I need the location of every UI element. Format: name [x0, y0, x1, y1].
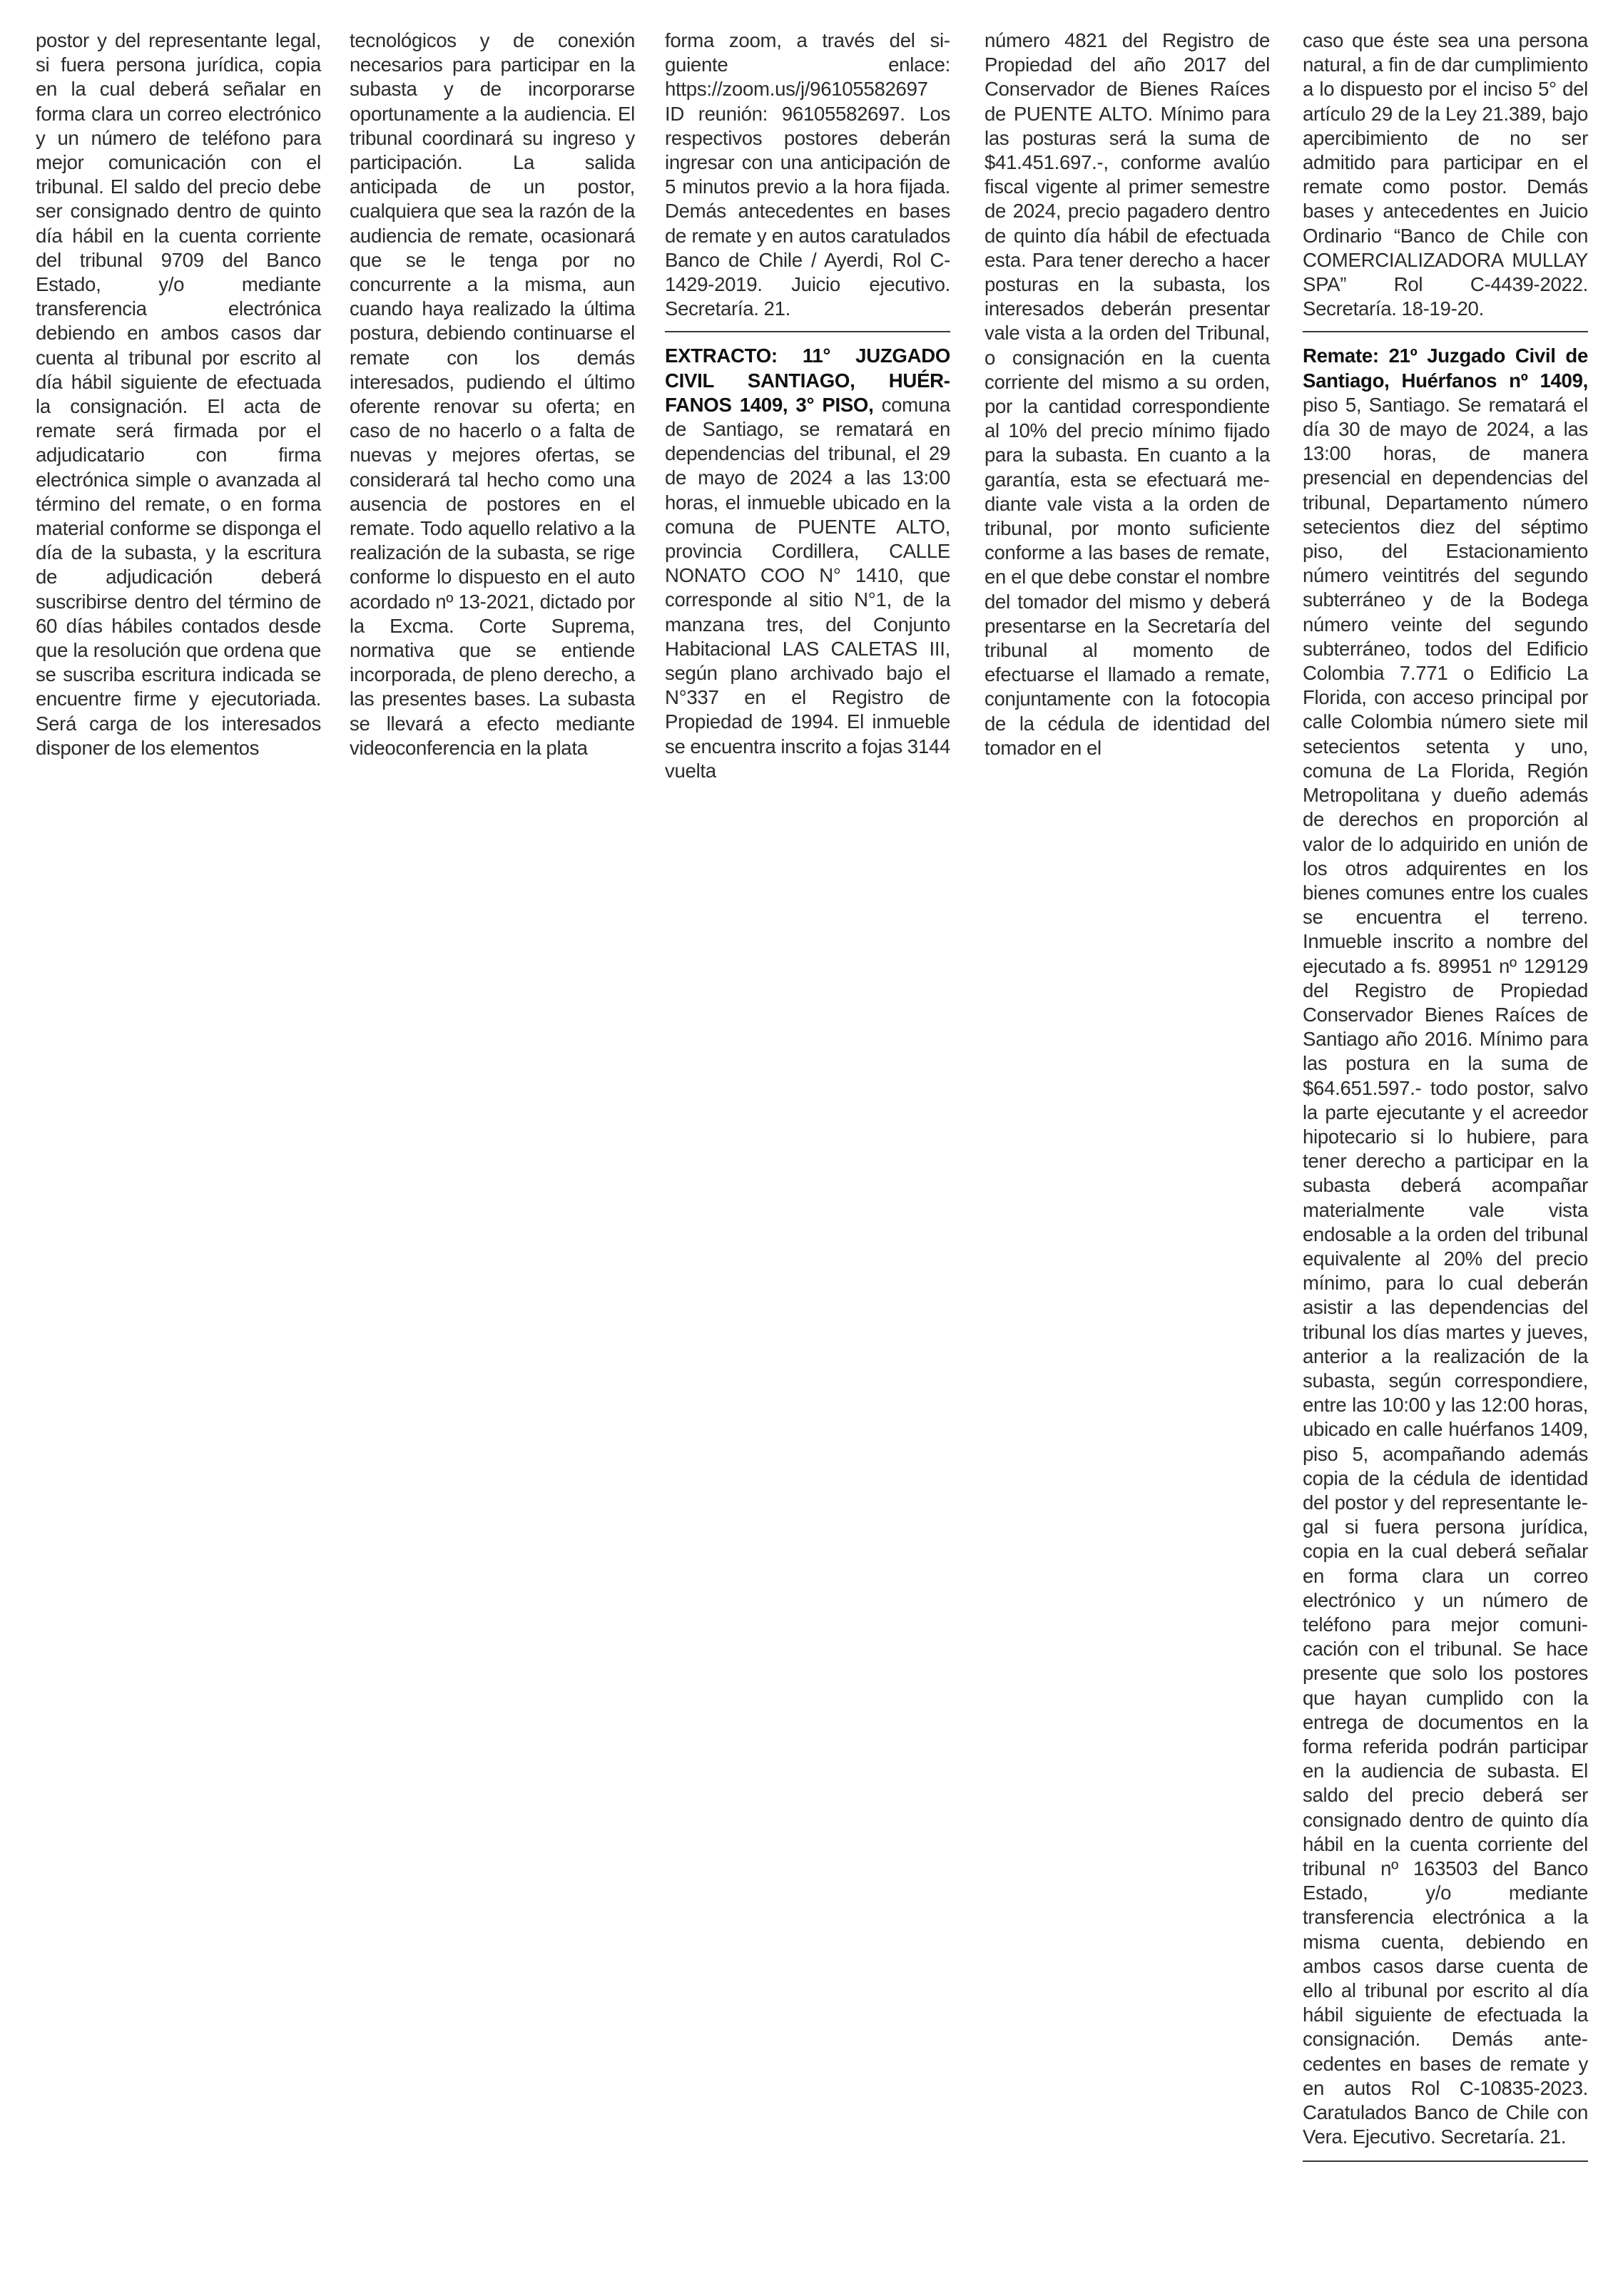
notice-separator — [665, 331, 950, 332]
notice-heading: Remate: 21º Juzgado Civil de Santiago, Huérfanos nº 1409, — [1303, 345, 1588, 392]
notice-body: número 4821 del Registro de Propiedad del año 2017 del Conservador de Bienes Raíces de PUENTE ALTO. Mínimo para las posturas será la suma de $41.451.697.-, conforme avalúo fiscal vigente al primer semestre de 2024, precio pagadero dentro de quinto día hábil de efectuada esta. Para tener derecho a hacer posturas en la subasta, los interesados deberán presentar vale vista a la orden del Tribunal, o consignación en la cuenta corriente del mismo a su orden, por la cantidad correspondiente al 10% del precio mínimo fijado para la subasta. En cuanto a la garantía, esta se efectuará mediante vale vista a la orden de tribunal, por monto suficiente conforme a las bases de remate, en el que debe constar el nombre del tomador del mismo y deberá presentarse en la Secretaría del tribunal al momento de efectuarse el llamado a remate, conjuntamente con la fotocopia de la cédula de identidad del tomador en el — [984, 29, 1270, 759]
text-column-4 — [984, 29, 1270, 760]
notice-continuation — [665, 29, 950, 321]
notice-remate-21-juzgado — [1303, 344, 1588, 2149]
text-column-5 — [1303, 29, 1588, 2162]
notice-body: caso que éste sea una persona natural, a fin de dar cumplimiento a lo dispuesto por el inciso 5° del artículo 29 de la Ley 21.389, bajo apercibimiento de no ser admitido para participar en el remate como postor. Demás bases y antecedentes en Juicio Ordinario “Banco de Chile con COMERCIALIZADORA MULLAY SPA” Rol C-4439-2022. Secretaría. 18-19-20. — [1303, 29, 1588, 320]
notice-body: tecnológicos y de conexión necesarios para participar en la subasta y de incorporarse oportunamente a la audiencia. El tribunal coordinará su ingreso y participación. La salida anticipada de un postor, cualquiera que sea la razón de la audiencia de remate, ocasionará que se le tenga por no concurrente a la misma, aun cuando haya realizado la última postura, debiendo continuarse el remate con los demás interesados, pudiendo el último oferente renovar su oferta; en caso de no hacerlo o a falta de nuevas y mejores ofertas, se considerará tal hecho como una ausencia de postores en el remate. Todo aquello relativo a la realización de la subasta, se rige conforme lo dispuesto en el auto acordado nº 13-2021, dictado por la Excma. Corte Suprema, normativa que se entiende incorporada, de pleno derecho, a las presentes bases. La subasta se llevará a efecto mediante videoconferencia en la plata — [350, 29, 635, 759]
notice-continuation — [1303, 29, 1588, 321]
notice-continuation — [350, 29, 635, 760]
notice-body: forma zoom, a través del siguiente enlace: https://zoom.us/j/96105582697 ID reunión: 96105582697. Los respectivos postores deberán ingresar con una anticipación de 5 minutos previo a la hora fijada. Demás antecedentes en bases de remate y en autos caratulados Banco de Chile / Ayerdi, Rol C-1429-2019. Juicio ejecutivo. Secretaría. 21. — [665, 29, 950, 320]
notice-continuation — [36, 29, 321, 760]
notice-separator — [1303, 331, 1588, 332]
notice-body: postor y del representante legal, si fuera persona jurídica, copia en la cual deberá señalar en forma clara un correo electrónico y un número de teléfono para mejor comunicación con el tribunal. El saldo del precio debe ser consignado dentro de quinto día hábil en la cuenta corriente del tribunal 9709 del Banco Estado, y/o mediante transferencia electrónica debiendo en ambos casos dar cuenta al tribunal por escrito al día hábil siguiente de efectuada la consignación. El acta de remate será firmada por el adjudicatario con firma electrónica simple o avanzada al término del remate, o en forma material conforme se disponga el día de la subasta, y la escritura de adjudicación deberá suscribirse dentro del término de 60 días hábiles contados desde que la resolución que ordena que se suscriba escritura indicada se encuentre firme y ejecutoriada. Será carga de los interesados disponer de los elementos — [36, 29, 321, 759]
end-rule — [1303, 2160, 1588, 2162]
notice-body: piso 5, Santiago. Se rematará el día 30 de mayo de 2024, a las 13:00 horas, de manera presencial en dependencias del tribunal, Departamento número setecientos diez del séptimo piso, del Estacionamiento número veintitrés del segundo subterráneo y de la Bodega número veinte del segundo subterráneo, todos del Edificio Colombia 7.771 o Edificio La Florida, con acceso principal por calle Colombia número siete mil setecientos setenta y uno, comuna de La Florida, Región Metropolitana y dueño además de derechos en proporción al valor de lo adquirido en unión de los otros adquirentes en los bienes comunes entre los cuales se encuentra el terreno. Inmueble inscrito a nombre del ejecutado a fs. 89951 nº 129129 del Registro de Propiedad Conservador Bienes Raíces de Santiago año 2016. Mínimo para las postura en la suma de $64.651.597.- todo postor, salvo la parte ejecutante y el acreedor hipotecario si lo hubiere, para tener derecho a participar en la subasta deberá acompañar materialmente vale vista endosable a la orden del tribunal equivalente al 20% del precio mínimo, para lo cual deberán asistir a las dependencias del tribunal los días martes y jueves, anterior a la realización de la subasta, según correspondiere, entre las 10:00 y las 12:00 horas, ubicado en calle huérfanos 1409, piso 5, acompañando además copia de la cédula de identidad del postor y del representante legal si fuera persona jurídica, copia en la cual deberá señalar en forma clara un correo electrónico y un número de teléfono para mejor comunicación con el tribunal. Se hace presente que solo los postores que hayan cumplido con la entrega de documentos en la forma referida podrán participar en la audiencia de subasta. El saldo del precio deberá ser consignado dentro de quinto día hábil en la cuenta corriente del tribunal nº 163503 del Banco Estado, y/o mediante transferencia electrónica a la misma cuenta, debiendo en ambos casos darse cuenta de ello al tribunal por escrito al día hábil siguiente de efectuada la consignación. Demás antecedentes en bases de remate y en autos Rol C-10835-2023. Caratulados Banco de Chile con Vera. Ejecutivo. Secretaría. 21. — [1303, 393, 1588, 2148]
text-column-2 — [350, 29, 635, 760]
notice-heading: EXTRACTO: 11° JUZGADO CIVIL SANTIAGO, HUÉRFANOS 1409, 3° PISO, — [665, 345, 950, 416]
notice-extracto-11-juzgado — [665, 344, 950, 783]
text-column-1 — [36, 29, 321, 760]
notice-continuation — [984, 29, 1270, 760]
notice-body: comuna de Santiago, se rematará en dependencias del tribunal, el 29 de mayo de 2024 a las 13:00 horas, el inmueble ubicado en la comuna de PUENTE ALTO, provincia Cordillera, CALLE NONATO COO N° 1410, que corresponde al sitio N°1, de la manzana tres, del Conjunto Habitacional LAS CALETAS III, según plano archivado bajo el N°337 en el Registro de Propiedad de 1994. El inmueble se encuentra inscrito a fojas 3144 vuelta — [665, 393, 950, 782]
text-column-3 — [665, 29, 950, 783]
